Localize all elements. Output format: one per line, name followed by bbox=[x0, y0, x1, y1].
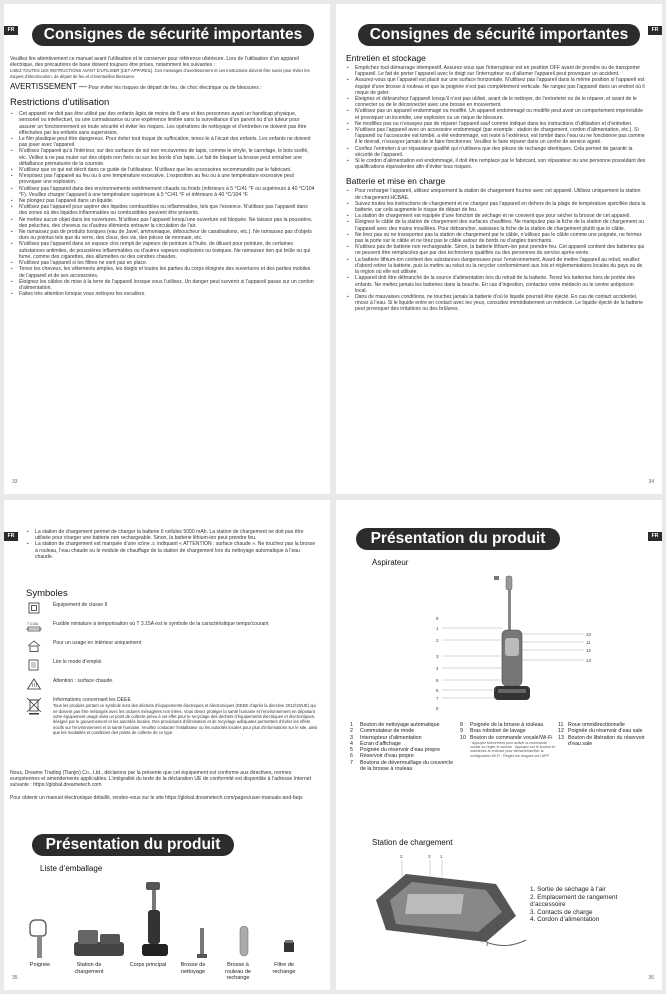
symbol-row bbox=[26, 640, 318, 652]
page-33-body bbox=[10, 56, 316, 297]
list-item: • Éteignez et débranchez l’appareil lorsqu’il n’est pas utilisé, avant de le nettoyer, de l’entretenir ou de le réparer, et avant de le connecter ou de le déconnecter avec une brosse en mouvement. bbox=[346, 96, 646, 108]
section-heading: Restrictions d’utilisation bbox=[10, 97, 110, 109]
page-35-body bbox=[26, 529, 316, 560]
packing-label: Brosse à rouleau de rechange bbox=[225, 962, 251, 981]
callout-number: 1 bbox=[440, 854, 443, 859]
page-35 bbox=[4, 500, 330, 990]
list-item: • L’appareil doit être débranché de la source d’alimentation lors du retrait de la batterie. Tenez les batteries hors de portée des enfants. Ne mettez jamais les batteries dans la bouche. En cas d’ingestion, contactez votre médecin ou le centre antipoison local. bbox=[346, 275, 646, 294]
packing-list-images bbox=[14, 880, 314, 964]
callout-number: 10 bbox=[586, 632, 592, 637]
symbol-row bbox=[26, 697, 318, 736]
callout-number: 5 bbox=[436, 678, 439, 683]
hot-surface-icon bbox=[26, 678, 42, 690]
list-item: • Empêchez tout démarrage intempestif. Assurez-vous que l’interrupteur est en position OFF avant de prendre ou de transporter l’appareil. Le fait de porter l’appareil avec le doigt sur l’interrupteur ou d’allumer l’appareil peut provoquer un accident. bbox=[346, 65, 646, 77]
part-item: 11 Roue omnidirectionnelle bbox=[558, 722, 625, 728]
warning-text: Pour éviter les risques de départ de feu, de choc électrique ou de blessures : bbox=[88, 85, 262, 92]
callout-number: 7 bbox=[436, 696, 439, 701]
packing-label: Poignée bbox=[29, 962, 51, 968]
fuse-icon-label: T 3.15A bbox=[27, 622, 39, 626]
weee-detail-text: Tous les produits portant ce symbole sont des déchets d’équipements électriques et électroniques (DEEE d’après la directive 2012/19/UE) qui ne doivent pas être mélangés avec les ordures ménagères non triées. Vous devez protéger la santé humaine et l’environnement en déposant votre équipement usagé dans un point de collecte prévu à cet effet pour le recyclage des déchets d’équipements électriques et électroniques, désigné par le gouvernement et les autorités locales. Des procédures d’élimination et de recyclage adéquates permettent d’éviter les effets nocifs sur l’environnement et la santé humaine. Veuillez contacter l’installateur ou les autorités locales pour plus d’informations sur le site, ainsi que les modalités et conditions des points de collecte de ce type. bbox=[53, 703, 318, 736]
intro-caps-text: LISEZ TOUTES LES INSTRUCTIONS AVANT D’UTILISER [CET APPAREIL]. Ces messages d’avertissement et ces instructions doivent être suivis pour éviter les risques d’électrocution, de départ de feu et d’éventuelles blessures. bbox=[10, 68, 310, 79]
list-item: • Dans de mauvaises conditions, ne touchez jamais la batterie d’où le liquide pourrait être éjecté. En cas de contact accidentel, rincez à l’eau. Si le liquide entre en contact avec les yeux, consultez immédiatement un médecin. Le liquide éjecté de la batterie peut provoquer des irritations ou des brûlures. bbox=[346, 294, 646, 313]
list-item: • N’utilisez pas l’appareil si les filtres ne sont pas en place. bbox=[10, 260, 316, 266]
parts-column-3 bbox=[558, 722, 654, 747]
part-item: 9 Bras robotisé de lavage bbox=[460, 728, 526, 735]
list-item: • Ne mettez aucun objet dans les ouvertures. N’utilisez pas l’appareil lorsqu’une ouverture est bloquée. Ne laissez pas la poussière, des peluches, des cheveux ou d’autres éléments entraver la circulation de l’air. bbox=[10, 217, 316, 229]
section-heading: Entretien et stockage bbox=[346, 53, 426, 63]
list-item: • La station de chargement est équipée d’une fonction de séchage et ne convient que pour sécher la brosse de cet appareil. bbox=[346, 213, 646, 219]
part-item: 6 Réservoir d’eau propre bbox=[350, 753, 414, 760]
page-number: 33 bbox=[12, 479, 18, 485]
station-part-item: 1. Sortie de séchage à l’air bbox=[530, 886, 606, 893]
station-diagram bbox=[366, 850, 536, 960]
language-tag: FR bbox=[648, 26, 662, 35]
maintenance-list bbox=[346, 65, 646, 170]
station-part-item: 4. Cordon d’alimentation bbox=[530, 916, 600, 924]
page-title: Présentation du produit bbox=[356, 528, 560, 550]
part-item: 8 Poignée de la brosse à rouleau bbox=[460, 722, 544, 728]
page-number: 36 bbox=[648, 975, 654, 981]
station-parts-list bbox=[530, 886, 654, 924]
symbols-heading: Symboles bbox=[26, 588, 68, 599]
packing-label: Filtre de rechange bbox=[272, 962, 296, 975]
page-number: 35 bbox=[12, 975, 18, 981]
vacuum-diagram bbox=[436, 570, 596, 720]
callout-number: 6 bbox=[436, 688, 439, 693]
symbol-text: Informations concernant les DEEE bbox=[53, 697, 131, 703]
restrictions-list bbox=[10, 111, 316, 297]
callout-number: 13 bbox=[586, 658, 592, 663]
station-part-item: 2. Emplacement de rangement d’accessoire bbox=[530, 893, 618, 909]
warning-block bbox=[10, 82, 316, 92]
list-item: • N’utilisez pas l’appareil pour aspirer des liquides combustibles ou inflammables, tels que l’essence. N’utilisez pas l’appareil dans des zones où des liquides inflammables ou combustibles peuvent être présents. bbox=[10, 204, 316, 216]
list-item: • N’utilisez pas un appareil endommagé ou modifié. Un appareil endommagé ou modifié peut avoir un comportement imprévisible et provoquer un incendie, une explosion ou un risque de blessure. bbox=[346, 108, 646, 120]
symbol-text: Pour un usage en intérieur uniquement bbox=[53, 640, 142, 646]
station-heading: Station de chargement bbox=[372, 838, 453, 847]
list-item: • N’exposez pas l’appareil au feu ou à une température excessive. L’exposition au feu ou à une température excessive peut provoquer une explosion. bbox=[10, 173, 316, 185]
list-item: • N’utilisez que ce qui est décrit dans ce guide de l’utilisateur. N’utilisez que les accessoires recommandés par le fabricant. bbox=[10, 167, 316, 173]
list-item: • N’utilisez pas l’appareil avec un accessoire endommagé (par exemple : station de chargement, cordon d’alimentation, etc.). Si l’appareil ou l’accessoire est tombé, a été endommagé, est resté à l’extérieur, est tombé dans l’eau ou ne fonctionne pas comme il le devrait, n’essayez jamais de le faire fonctionner. Veuillez le faire réparer dans un centre de service agréé. bbox=[346, 127, 646, 146]
symbol-text: Équipement de classe II bbox=[53, 602, 108, 608]
callout-number: 3 bbox=[428, 854, 431, 859]
list-item: • Si le cordon d’alimentation est endommagé, il doit être remplacé par le fabricant, son réparateur ou une personne possédant des qualifications équivalentes afin d’éviter tous risques. bbox=[346, 158, 646, 170]
language-tag: FR bbox=[4, 26, 18, 35]
page-36 bbox=[336, 500, 662, 990]
callout-number: 2 bbox=[436, 638, 439, 643]
callout-number: 3 bbox=[436, 654, 439, 659]
parts-column-2 bbox=[460, 722, 556, 758]
list-item: • N’utilisez pas de batterie non rechargeable. Sinon, la batterie lithium-ion peut prendre feu. Cet appareil contient des batteries qui ne peuvent être remplacées que par des techniciens qualifiés ou des personnes du service après-vente. bbox=[346, 244, 646, 256]
part-item: 4 Écran d’affichage bbox=[350, 740, 401, 747]
fuse-icon bbox=[26, 621, 42, 633]
list-item: • Ne plongez pas l’appareil dans un liquide. bbox=[10, 198, 316, 204]
symbol-row bbox=[26, 602, 318, 614]
list-item: • Ne tirez pas ou ne transportez pas la station de chargement par le câble, n’utilisez pas le câble comme une poignée, ne fermez pas la porte sur le câble et ne tirez pas le câble autour de bords ou d’angles tranchants. bbox=[346, 232, 646, 244]
callout-number: 2 bbox=[400, 854, 403, 859]
symbol-text: Fusible miniature à temporisation où T 3.15A est le symbole de la caractéristique temps/courant bbox=[53, 621, 269, 627]
symbol-row bbox=[26, 621, 318, 633]
packing-label: Corps principal bbox=[129, 962, 167, 968]
declaration-text: Nous, Dreame Trading (Tianjin) Co., Ltd., déclarons par la présente que cet équipement est conforme aux directives, normes européennes et amendements applicables. L’intégralité du texte de la déclaration UE de conformité est disponible à l’adresse Internet suivante : https://global.dreametech.com bbox=[10, 770, 312, 789]
part-subtext: · Appuyez brièvement pour activer la commande vocale ou régler le volume · Appuyez sur le bouton et maintenez-le enfoncé pour démarrer/arrêter la configuration Wi-Fi · Réglez les langues via l’APP bbox=[470, 740, 555, 758]
symbol-row bbox=[26, 678, 318, 690]
language-tag: FR bbox=[4, 532, 18, 541]
declaration-block bbox=[10, 770, 320, 801]
page-33 bbox=[4, 4, 330, 494]
station-part-item: 3. Contacts de charge bbox=[530, 908, 593, 916]
packing-label: Station de chargement bbox=[74, 962, 104, 975]
list-item: • La batterie lithium-ion contient des substances dangereuses pour l’environnement. Avant de mettre l’appareil au rebut, veuillez d’abord retirer la batterie, puis la mettre au rebut ou la recycler conformément aux lois et réglementations locales du pays ou de la région où elle est utilisée. bbox=[346, 257, 646, 276]
section-heading: Batterie et mise en charge bbox=[346, 176, 446, 187]
list-item: • Suivez toutes les instructions de chargement et ne chargez pas l’appareil en dehors de la plage de température spécifiée dans la batterie, car cela augmente le risque de départ de feu. bbox=[346, 201, 646, 213]
part-item: 12 Poignée du réservoir d’eau sale bbox=[558, 728, 643, 735]
symbol-text-block bbox=[53, 697, 318, 736]
callout-number: 4 bbox=[486, 942, 489, 947]
list-item: • Le film plastique peut être dangereux. Pour éviter tout risque de suffocation, tenez-le à l’écart des enfants. Les enfants ne doivent pas jouer avec l’appareil. bbox=[10, 136, 316, 148]
list-item: • Éloignez le câble de la station de chargement des surfaces chauffées. Ne manipulez pas la fiche de la station de chargement ou l’appareil avec des mains mouillées. Pour débrancher, saisissez la fiche de la station de chargement plutôt que le câble. bbox=[346, 219, 646, 231]
list-item: • Pour recharger l’appareil, utilisez uniquement la station de chargement fournie avec cet appareil. Utilisez uniquement la station de chargement HCBAE. bbox=[346, 188, 646, 200]
list-item: • Éloignez les câbles de mise à la terre de l’appareil lorsque vous l’utilisez. Un danger peut survenir si l’appareil passe sur un cordon d’alimentation. bbox=[10, 279, 316, 291]
symbol-row bbox=[26, 659, 318, 671]
callout-number: 1 bbox=[436, 626, 439, 631]
charging-station-image bbox=[74, 930, 124, 956]
list-item: • La station de chargement permet de charger la batterie 6 cellules 5000 mAh. La station de chargement ne doit pas être utilisée pour charger une batterie non rechargeable. Sinon, la batterie lithium-ion peut prendre feu. bbox=[26, 529, 316, 541]
symbol-text: Lire le mode d’emploi bbox=[53, 659, 102, 665]
part-item: 1 Bouton de nettoyage automatique bbox=[350, 722, 440, 728]
part-item: 3 Interrupteur d’alimentation bbox=[350, 734, 422, 741]
page-number: 34 bbox=[648, 479, 654, 485]
symbol-text: Attention : surface chaude. bbox=[53, 678, 114, 684]
part-item: 7 Boutons de déverrouillage du couvercle de la brosse à rouleau bbox=[350, 759, 454, 773]
house-icon bbox=[26, 640, 42, 652]
cleaning-brush-image bbox=[197, 928, 207, 958]
list-item: • Cet appareil ne doit pas être utilisé par des enfants âgés de moins de 8 ans et des personnes ayant un handicap physique, sensoriel ou intellectuel, ou une connaissance ou une expérience limitée sans la surveillance d’un parent ou d’un tuteur pour assurer un fonctionnement en toute sécurité et éviter les risques. Les opérations de nettoyage et d’entretien ne doivent pas être effectuées par les enfants sans supervision. bbox=[10, 111, 316, 136]
list-item: • La station de chargement est marquée d’une icône ⚠ indiquant « ATTENTION : surface chaude ». Ne touchez pas la brosse à rouleau, l’eau chaude ou le module de chauffage de la station de chargement lors du nettoyage automatique à l’eau chaude. bbox=[26, 541, 316, 560]
manual-icon bbox=[26, 659, 42, 671]
list-item: • Ne ramassez pas de produits toxiques (eau de Javel, ammoniaque, déboucheur de canalisations, etc.). Ne ramassez pas d’objets durs ou pointus tels que du verre, des clous, des vis, des pièces de monnaie, etc. bbox=[10, 229, 316, 241]
symbols-section bbox=[26, 588, 318, 743]
part-item: 13 Bouton de libération du réservoir d’eau sale bbox=[558, 734, 645, 747]
list-item: • Tenez les cheveux, les vêtements amples, les doigts et toutes les parties du corps éloignés des ouvertures et des parties mobiles de l’appareil et de ses accessoires. bbox=[10, 266, 316, 278]
packing-label: Brosse de nettoyage bbox=[180, 962, 206, 975]
page-title: Consignes de sécurité importantes bbox=[358, 24, 640, 46]
main-body-image bbox=[142, 882, 168, 956]
callout-number: 12 bbox=[586, 648, 592, 653]
list-item: • Confiez l’entretien à un réparateur qualifié qui n’utilisera que des pièces de rechange identiques. Cela permet de garantir la sécurité de l’appareil. bbox=[346, 146, 646, 158]
section-title: Présentation du produit bbox=[32, 834, 234, 856]
language-tag: FR bbox=[648, 532, 662, 541]
part-item: 2 Commutateur de mode bbox=[350, 728, 415, 735]
handle-image bbox=[30, 920, 46, 958]
filter-image bbox=[284, 940, 294, 952]
page-title: Consignes de sécurité importantes bbox=[32, 24, 314, 46]
page-34 bbox=[336, 4, 662, 494]
double-square-icon bbox=[26, 602, 42, 614]
list-item: • Faites très attention lorsque vous nettoyez les escaliers. bbox=[10, 291, 316, 297]
parts-column-1 bbox=[350, 722, 458, 772]
list-item: • Ne modifiez pas ou n’essayez pas de réparer l’appareil sauf comme indiqué dans les instructions d’utilisation et d’entretien. bbox=[346, 121, 646, 127]
callout-number: 8 bbox=[436, 706, 439, 711]
warning-label: AVERTISSEMENT — bbox=[10, 82, 87, 92]
list-item: • Assurez-vous que l’appareil est placé sur une surface horizontale. N’utilisez pas l’appareil dans la même position si l’appareil est équipé d’une brosse à rouleau et que la poignée n’est pas complètement verticale. Ne rangez pas l’appareil dans un endroit où il risque de geler. bbox=[346, 77, 646, 96]
packing-list-heading: Liste d’emballage bbox=[40, 864, 103, 873]
list-item: • N’utilisez pas l’appareil dans des environnements extrêmement chauds ou froids (inférieurs à 5 °C/41 °F ou supérieurs à 40 °C/104 °F). Veuillez charger l’appareil à une température supérieure à 5 °C/41 °F et inférieure à 40 °C/104 °F. bbox=[10, 186, 316, 198]
weee-bin-icon bbox=[26, 697, 42, 715]
page-34-body bbox=[346, 50, 646, 313]
part-item: 5 Poignée du réservoir d’eau propre bbox=[350, 747, 441, 754]
callout-number: 11 bbox=[586, 640, 591, 645]
intro-text: Veuillez lire attentivement ce manuel avant l’utilisation et le conserver pour référence ultérieure. Lors de l’utilisation d’un appareil électrique, des précautions de base doivent toujours être prises, notamment les suivantes : bbox=[10, 56, 299, 69]
roller-brush-image bbox=[240, 926, 248, 956]
vacuum-heading: Aspirateur bbox=[372, 558, 409, 567]
list-item: • N’utilisez l’appareil qu’à l’intérieur, sur des surfaces de sol non recouvertes de tapis, comme le vinyle, le carrelage, le bois scellé, etc. Veillez à ne pas rouler sur des objets non fixés ou sur les bords d’un tapis. Le fait de bloquer la brosse peut entraîner une défaillance prématurée de la courroie. bbox=[10, 148, 316, 167]
charging-list bbox=[26, 529, 316, 560]
manual-link-text[interactable]: Pour obtenir un manuel électronique détaillé, rendez-vous sur le site https://global.dreametech.com/pages/user-manuals-and-faqs bbox=[10, 794, 303, 801]
callout-number: 4 bbox=[436, 666, 439, 671]
battery-list bbox=[346, 188, 646, 312]
callout-number: 9 bbox=[436, 616, 439, 621]
part-item: 10 Bouton de commande vocale/Wi-Fi bbox=[460, 734, 553, 741]
list-item: • N’utilisez pas l’appareil dans un espace clos rempli de vapeurs de peinture à l’huile, de diluant pour peinture, de certaines substances antimites, de poussières inflammables ou d’autres vapeurs explosives ou toxiques. Ne ramassez rien qui brûle ou qui fume, comme des cigarettes, des allumettes ou des cendres chaudes. bbox=[10, 241, 316, 260]
